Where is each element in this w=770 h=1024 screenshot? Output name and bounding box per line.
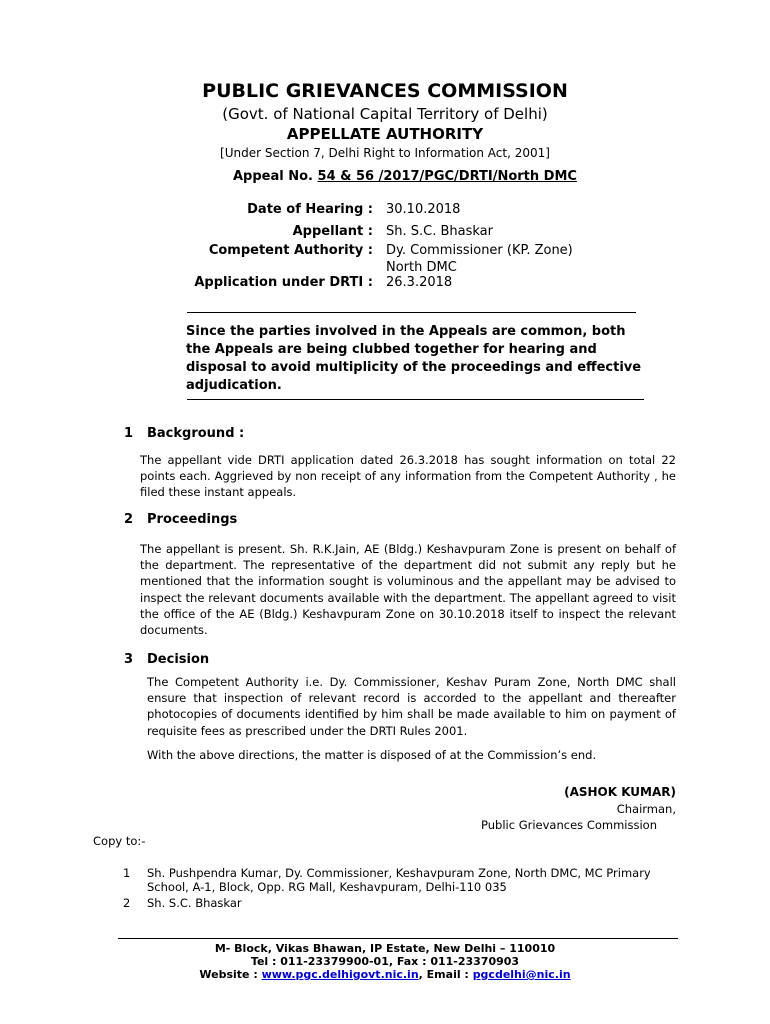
copy-item-number: 2 <box>123 896 131 910</box>
competent-authority-value: Dy. Commissioner (KP. Zone) <box>386 243 573 258</box>
website-link[interactable]: www.pgc.delhigovt.nic.in <box>261 968 419 981</box>
authority-heading: APPELLATE AUTHORITY <box>286 125 484 143</box>
footer-address: M- Block, Vikas Bhawan, IP Estate, New Delhi – 110010 <box>214 942 556 955</box>
copy-item-recipient: Sh. S.C. Bhaskar <box>147 896 242 910</box>
footer-contact <box>0 968 770 981</box>
website-label: Website : <box>199 968 258 981</box>
email-label: , Email : <box>418 968 469 981</box>
proceedings-paragraph: The appellant is present. Sh. R.K.Jain, AE (Bldg.) Keshavpuram Zone is present on behalf of the department. The representative of the department did not submit any reply but he mentioned that the information sought is voluminous and the appellant may be advised to inspect the relevant documents available with the department. The appellant agreed to visit the office of the AE (Bldg.) Keshavpuram Zone on 30.10.2018 itself to inspect the relevant documents. <box>140 542 676 638</box>
competent-authority-label: Competent Authority : <box>208 243 373 258</box>
appeal-prefix: Appeal No. <box>233 169 313 184</box>
section-reference: [Under Section 7, Delhi Right to Information Act, 2001] <box>220 146 550 160</box>
email-link[interactable]: pgcdelhi@nic.in <box>472 968 571 981</box>
signatory-organization: Public Grievances Commission <box>481 818 657 832</box>
copy-item-recipient: Sh. Pushpendra Kumar, Dy. Commissioner, Keshavpuram Zone, North DMC, MC Primary <box>147 866 651 880</box>
section-number: 2 <box>124 512 134 527</box>
appeal-number-line <box>233 169 577 184</box>
copy-to-label: Copy to:- <box>93 834 146 848</box>
footer-phone: Tel : 011-23379900-01, Fax : 011-23370903 <box>250 955 520 968</box>
copy-item-address: School, A-1, Block, Opp. RG Mall, Keshavpuram, Delhi-110 035 <box>147 880 507 894</box>
page-title: PUBLIC GRIEVANCES COMMISSION <box>202 80 568 102</box>
section-heading-background: Background : <box>147 426 245 441</box>
appellant-label: Appellant : <box>292 224 373 239</box>
hearing-label: Date of Hearing : <box>247 202 373 217</box>
divider-bottom <box>187 399 644 400</box>
application-label: Application under DRTI : <box>194 275 373 290</box>
hearing-value: 30.10.2018 <box>386 202 461 217</box>
signatory-designation: Chairman, <box>616 802 676 816</box>
divider-top <box>187 312 636 313</box>
competent-authority-value-2: North DMC <box>386 260 457 275</box>
section-number: 1 <box>124 426 134 441</box>
signatory-name: (ASHOK KUMAR) <box>564 785 676 799</box>
application-value: 26.3.2018 <box>386 275 453 290</box>
appeal-number: 54 & 56 /2017/PGC/DRTI/North DMC <box>317 169 577 184</box>
appellant-value: Sh. S.C. Bhaskar <box>386 224 493 239</box>
clubbing-note: Since the parties involved in the Appeals are common, both the Appeals are being clubbed together for hearing and disposal to avoid multiplicity of the proceedings and effective adjudication. <box>186 324 642 393</box>
section-heading-decision: Decision <box>147 652 210 667</box>
section-number: 3 <box>124 652 134 667</box>
section-heading-proceedings: Proceedings <box>147 512 238 527</box>
govt-subtitle: (Govt. of National Capital Territory of Delhi) <box>222 105 548 123</box>
disposal-statement: With the above directions, the matter is disposed of at the Commission’s end. <box>147 748 597 762</box>
copy-item-number: 1 <box>123 866 131 880</box>
background-paragraph: The appellant vide DRTI application dated 26.3.2018 has sought information on total 22 points each. Aggrieved by non receipt of any information from the Competent Authority , he filed these instant appeals. <box>140 453 676 500</box>
footer-divider <box>118 938 678 939</box>
decision-paragraph: The Competent Authority i.e. Dy. Commissioner, Keshav Puram Zone, North DMC shall ensure that inspection of relevant record is accorded to the appellant and thereafter photocopies of documents identified by him shall be made available to him on payment of requisite fees as prescribed under the DRTI Rules 2001. <box>147 675 676 738</box>
